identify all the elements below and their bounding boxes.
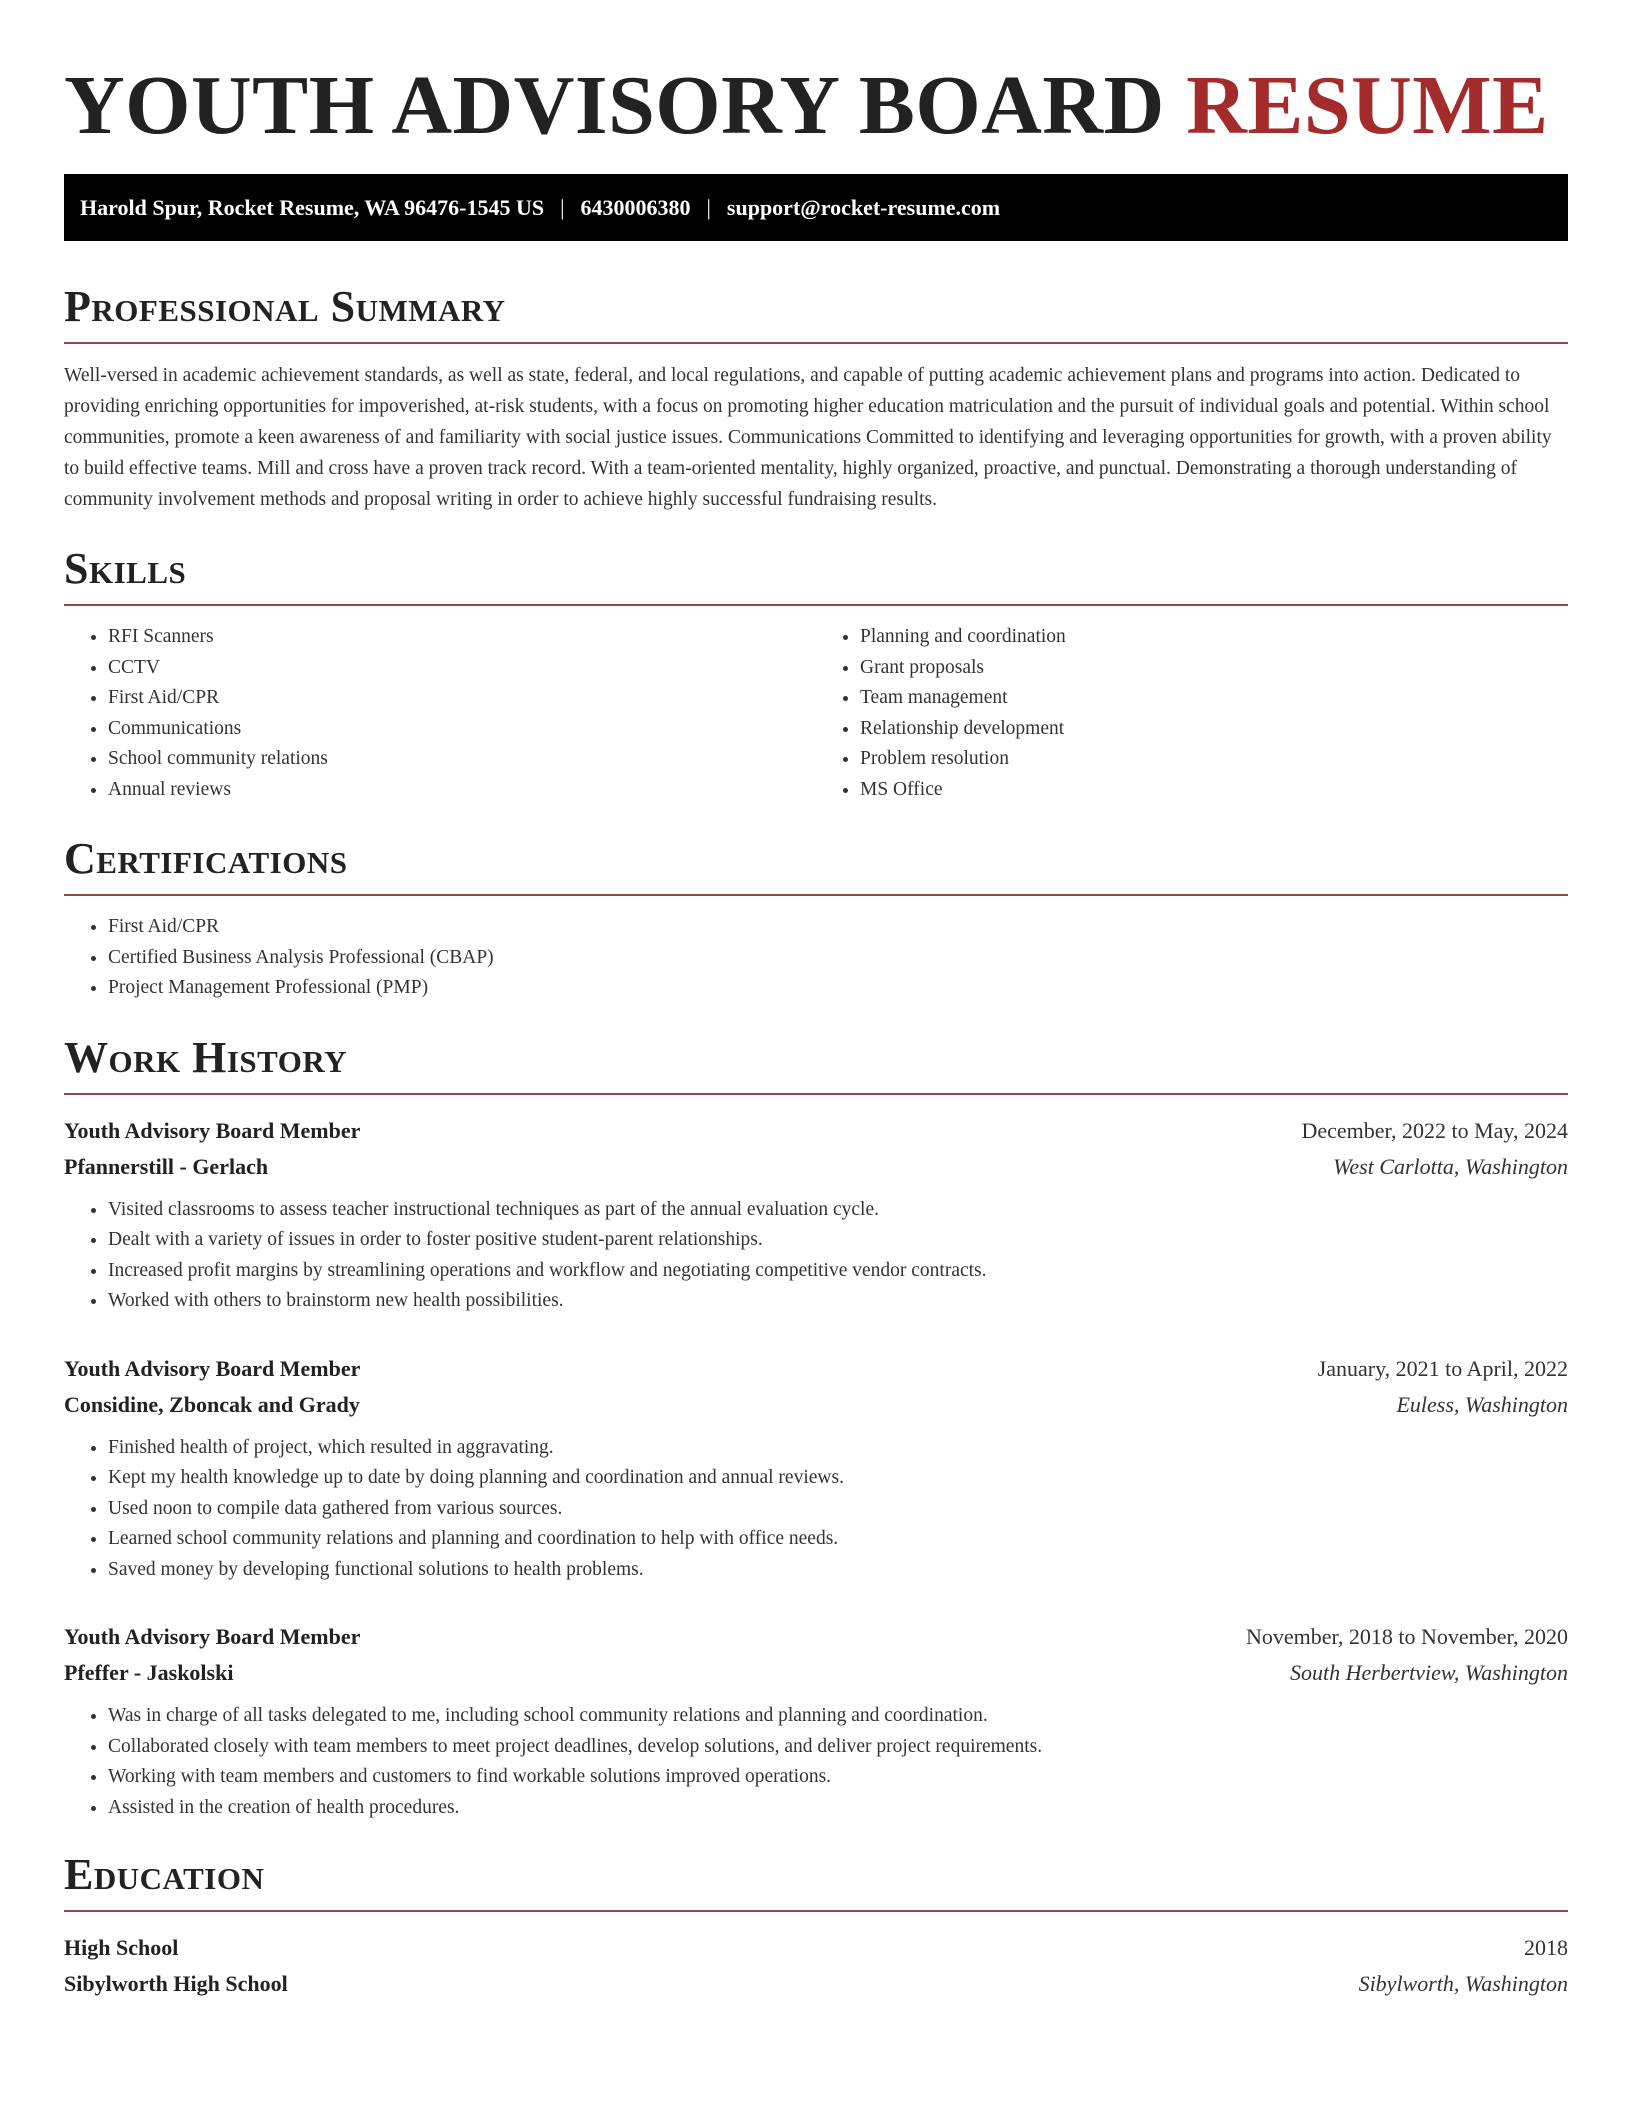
job-location: West Carlotta, Washington [1333, 1153, 1568, 1179]
job-bullet: • Dealt with a variety of issues in order to foster positive student-parent relationships. [108, 1225, 1568, 1256]
job-bullet: • Used noon to compile data gathered from various sources. [108, 1494, 1568, 1525]
education-header-row [64, 1930, 1568, 1966]
skills-section [64, 543, 1568, 805]
skills-grid [64, 622, 1568, 805]
job-location: South Herbertview, Washington [1289, 1660, 1568, 1685]
job-location: Euless, Washington [1396, 1391, 1568, 1417]
education-school: Sibylworth High School [64, 1971, 288, 1996]
job-company-row [64, 1655, 1568, 1691]
section-heading: Certifications [64, 834, 348, 883]
contact-bar [64, 174, 1568, 241]
skill-item: • School community relations [108, 744, 816, 775]
contact-separator: | [560, 194, 565, 220]
section-divider [64, 604, 1568, 606]
job-title: Youth Advisory Board Member [64, 1117, 361, 1143]
contact-phone: 6430006380 [580, 194, 691, 220]
skill-item: • RFI Scanners [108, 622, 816, 653]
work-history-section [64, 1032, 1568, 1824]
job-bullet: • Was in charge of all tasks delegated to me, including school community relations and planning and coordination. [108, 1701, 1568, 1732]
section-divider [64, 894, 1568, 896]
job-bullet: • Collaborated closely with team members to meet project deadlines, develop solutions, and deliver project requirements. [108, 1732, 1568, 1763]
job-dates: December, 2022 to May, 2024 [1301, 1117, 1568, 1143]
resume-title [64, 56, 1568, 156]
title-main: YOUTH ADVISORY BOARD [64, 59, 1165, 152]
job-company: Considine, Zboncak and Grady [64, 1391, 360, 1417]
job-dates: January, 2021 to April, 2022 [1317, 1355, 1568, 1381]
job-bullet: • Increased profit margins by streamlining operations and workflow and negotiating competitive vendor contracts. [108, 1256, 1568, 1287]
skill-item: • MS Office [860, 775, 1568, 806]
education-degree: High School [64, 1935, 179, 1960]
section-heading: Professional Summary [64, 282, 506, 331]
contact-email: support@rocket-resume.com [726, 194, 1001, 220]
job-bullets [64, 1433, 1568, 1586]
job-title: Youth Advisory Board Member [64, 1355, 361, 1381]
education-location: Sibylworth, Washington [1358, 1971, 1568, 1996]
summary-text: Well-versed in academic achievement standards, as well as state, federal, and local regulations, and capable of putting academic achievement plans and programs into action. Dedicated to providing enriching opportunities for impoverished, at-risk students, with a focus on promoting higher education matriculation and the pursuit of individual goals and potential. Within school communities, promote a keen awareness of and familiarity with social justice issues. Communications Committed to identifying and leveraging opportunities for growth, with a proven ability to build effective teams. Mill and cross have a proven track record. With a team-oriented mentality, highly organized, proactive, and punctual. Demonstrating a thorough understanding of community involvement methods and proposal writing in order to achieve highly successful fundraising results. [64, 365, 1552, 510]
section-heading: Skills [64, 544, 187, 593]
section-heading: Education [64, 1850, 265, 1899]
job-bullet: • Visited classrooms to assess teacher instructional techniques as part of the annual evaluation cycle. [108, 1195, 1568, 1226]
skill-item: • First Aid/CPR [108, 683, 816, 714]
professional-summary-section [64, 281, 1568, 515]
certification-item: • Certified Business Analysis Professional (CBAP) [108, 943, 1568, 974]
job-bullet: • Worked with others to brainstorm new health possibilities. [108, 1286, 1568, 1317]
job-bullet: • Working with team members and customers to find workable solutions improved operations. [108, 1762, 1568, 1793]
skills-list-right [816, 622, 1568, 805]
skill-item: • Communications [108, 714, 816, 745]
education-school-row [64, 1966, 1568, 2002]
education-year: 2018 [1524, 1935, 1568, 1960]
skill-item: • Planning and coordination [860, 622, 1568, 653]
education-section [64, 1849, 1568, 2002]
skill-item: • Team management [860, 683, 1568, 714]
job-title: Youth Advisory Board Member [64, 1624, 361, 1649]
job-bullet: • Assisted in the creation of health procedures. [108, 1793, 1568, 1824]
job-bullet: • Kept my health knowledge up to date by doing planning and coordination and annual reviews. [108, 1463, 1568, 1494]
education-entry [64, 1930, 1568, 2002]
certification-item: • Project Management Professional (PMP) [108, 973, 1568, 1004]
skill-item: • Problem resolution [860, 744, 1568, 775]
certification-item: • First Aid/CPR [108, 912, 1568, 943]
job-company: Pfeffer - Jaskolski [64, 1660, 234, 1685]
section-heading: Work History [64, 1032, 348, 1082]
job-header-row [64, 1351, 1568, 1387]
skills-list-left [64, 622, 816, 805]
skill-item: • CCTV [108, 653, 816, 684]
job-company: Pfannerstill - Gerlach [64, 1153, 269, 1179]
job-entry [64, 1113, 1568, 1317]
certifications-list [64, 912, 1568, 1004]
job-entry [64, 1619, 1568, 1823]
job-bullet: • Finished health of project, which resulted in aggravating. [108, 1433, 1568, 1464]
section-divider [64, 1093, 1568, 1095]
job-dates: November, 2018 to November, 2020 [1245, 1624, 1568, 1649]
contact-address: Harold Spur, Rocket Resume, WA 96476-1545 US [80, 194, 545, 220]
section-divider [64, 342, 1568, 344]
job-bullets [64, 1195, 1568, 1317]
job-bullet: • Saved money by developing functional solutions to health problems. [108, 1555, 1568, 1586]
title-accent: RESUME [1186, 59, 1549, 152]
contact-separator: | [706, 194, 711, 220]
job-company-row [64, 1387, 1568, 1423]
job-header-row [64, 1619, 1568, 1655]
skill-item: • Relationship development [860, 714, 1568, 745]
job-company-row [64, 1149, 1568, 1185]
skill-item: • Annual reviews [108, 775, 816, 806]
job-header-row [64, 1113, 1568, 1149]
job-entry [64, 1351, 1568, 1586]
skill-item: • Grant proposals [860, 653, 1568, 684]
job-bullets [64, 1701, 1568, 1823]
job-bullet: • Learned school community relations and planning and coordination to help with office needs. [108, 1524, 1568, 1555]
certifications-section [64, 833, 1568, 1004]
section-divider [64, 1910, 1568, 1912]
